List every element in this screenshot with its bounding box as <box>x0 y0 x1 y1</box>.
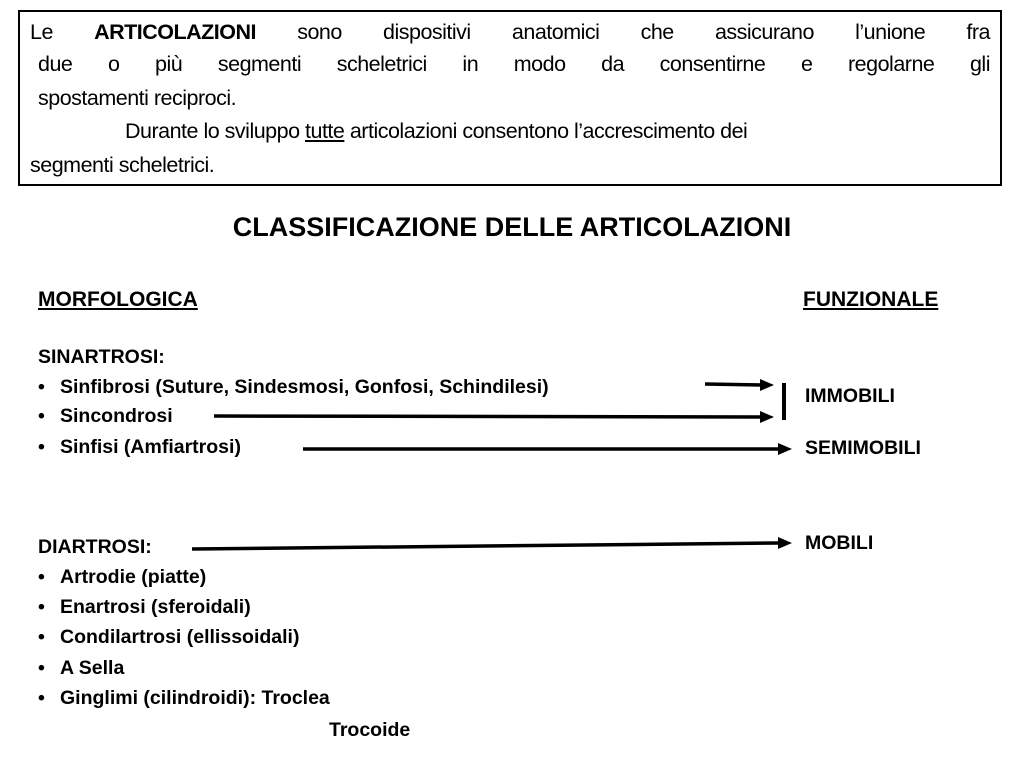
intro-line1-rest: sono dispositivi anatomici che assicurano l’unione fra <box>256 20 991 44</box>
intro-line-2: due o più segmenti scheletrici in modo da consentirne e regolarne gli <box>38 52 990 76</box>
arrow-diartrosi-shaft <box>192 543 780 549</box>
arrowhead-icon <box>760 411 774 423</box>
intro-line4-post: articolazioni consentono l’accrescimento dei <box>344 119 748 143</box>
intro-line-5: segmenti scheletrici. <box>30 153 215 177</box>
intro-line-3: spostamenti reciproci. <box>38 86 237 110</box>
intro-line4-underlined: tutte <box>305 119 345 143</box>
heading-morfologica: MORFOLOGICA <box>38 288 198 311</box>
bullet: • <box>38 405 45 427</box>
bullet: • <box>38 436 45 458</box>
diartrosi-item-text: Enartrosi (sferoidali) <box>60 596 251 618</box>
category-mobili: MOBILI <box>805 532 874 554</box>
category-semimobili: SEMIMOBILI <box>805 437 921 459</box>
bullet: • <box>38 687 45 709</box>
diartrosi-item-text: Condilartrosi (ellissoidali) <box>60 626 300 648</box>
bullet: • <box>38 566 45 588</box>
arrow-sinfibrosi-shaft <box>705 384 762 385</box>
sinartrosi-item-text: Sinfibrosi (Suture, Sindesmosi, Gonfosi, Schindilesi) <box>60 376 549 398</box>
intro-term: ARTICOLAZIONI <box>94 20 257 44</box>
arrow-sincondrosi-shaft <box>214 416 764 417</box>
bullet: • <box>38 626 45 648</box>
arrowhead-icon <box>778 443 792 455</box>
bullet: • <box>38 596 45 618</box>
diartrosi-item-text: A Sella <box>60 657 125 679</box>
sinartrosi-item-text: Sinfisi (Amfiartrosi) <box>60 436 241 458</box>
arrowhead-icon <box>778 537 792 549</box>
sinartrosi-item-text: Sincondrosi <box>60 405 173 427</box>
category-immobili: IMMOBILI <box>805 385 895 407</box>
sinartrosi-label: SINARTROSI: <box>38 346 165 368</box>
diartrosi-continuation: Trocoide <box>329 719 411 741</box>
bullet: • <box>38 657 45 679</box>
intro-line4-pre: Durante lo sviluppo <box>125 119 306 143</box>
arrowhead-icon <box>760 379 774 391</box>
diartrosi-item-text: Ginglimi (cilindroidi): Troclea <box>60 687 330 709</box>
heading-funzionale: FUNZIONALE <box>803 288 939 311</box>
diartrosi-item-text: Artrodie (piatte) <box>60 566 207 588</box>
bullet: • <box>38 376 45 398</box>
intro-prefix: Le <box>30 20 95 44</box>
diartrosi-label: DIARTROSI: <box>38 536 152 558</box>
page-title: CLASSIFICAZIONE DELLE ARTICOLAZIONI <box>232 212 792 242</box>
